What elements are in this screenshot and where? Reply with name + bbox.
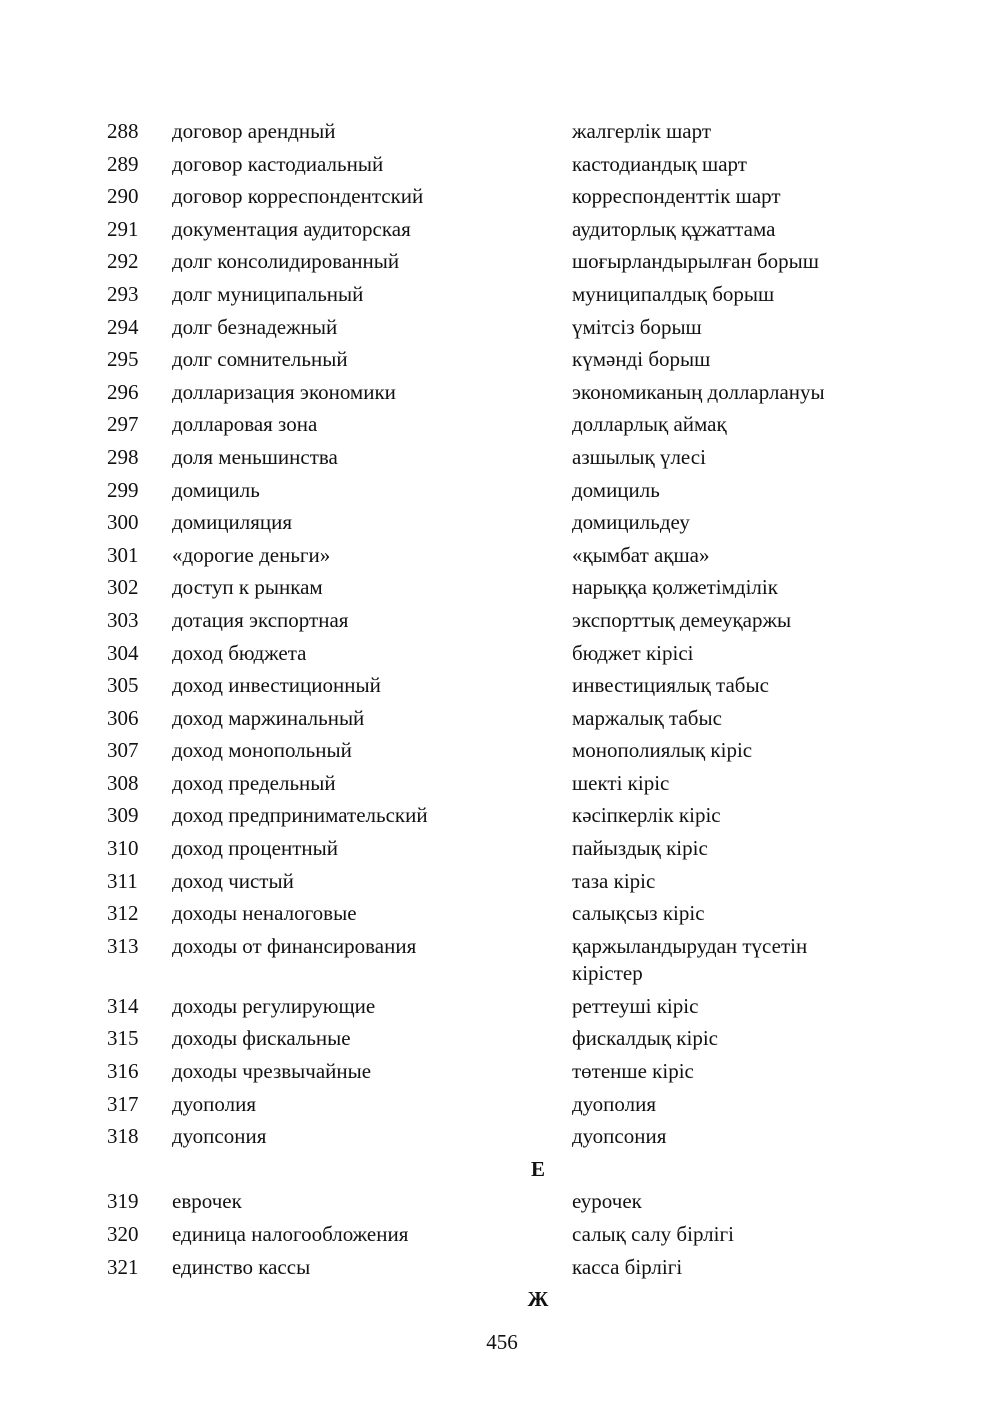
glossary-entry [0, 930, 1004, 990]
kazakh-term: нарыққа қолжетімділік [572, 575, 778, 600]
entry-number: 296 [107, 379, 139, 404]
entry-number: 302 [107, 575, 139, 600]
glossary-entry [0, 213, 1004, 246]
russian-term: доход процентный [172, 836, 338, 861]
glossary-entry [0, 148, 1004, 181]
russian-term: дуополия [172, 1091, 256, 1116]
kazakh-term: касса бірлігі [572, 1254, 683, 1279]
kazakh-term: салық салу бірлігі [572, 1222, 734, 1246]
entry-number: 297 [107, 412, 139, 437]
glossary-entry [0, 571, 1004, 604]
russian-term: доходы чрезвычайные [172, 1059, 372, 1084]
glossary-entry [0, 832, 1004, 865]
glossary-entry [0, 180, 1004, 213]
kazakh-term: жалгерлік шарт [572, 119, 712, 143]
entry-number: 290 [107, 184, 139, 209]
russian-term: домициль [172, 477, 260, 502]
entry-number: 301 [107, 542, 139, 567]
russian-term: дуопсония [172, 1124, 267, 1149]
kazakh-term: инвестициялық табыс [572, 673, 769, 698]
entry-number: 298 [107, 444, 139, 469]
russian-term: договор арендный [172, 119, 336, 143]
russian-term: доход предельный [172, 770, 336, 795]
section-letter-heading: Ж [527, 1287, 549, 1312]
russian-term: единство кассы [172, 1254, 311, 1279]
entry-number: 303 [107, 607, 139, 632]
russian-term: доход чистый [172, 868, 294, 893]
glossary-entry [0, 1022, 1004, 1055]
russian-term: доход инвестиционный [172, 673, 381, 698]
entry-number: 308 [107, 770, 139, 795]
entry-number: 321 [107, 1254, 139, 1279]
kazakh-term: таза кіріс [572, 868, 656, 893]
russian-term: долларизация экономики [172, 379, 396, 404]
entry-number: 305 [107, 673, 139, 698]
kazakh-term: шоғырландырылған борыш [572, 249, 819, 274]
kazakh-term: реттеуші кіріс [572, 993, 699, 1018]
glossary-entry [0, 897, 1004, 930]
kazakh-term: төтенше кіріс [572, 1059, 694, 1084]
russian-term: долларовая зона [172, 412, 318, 437]
russian-term: единица налогообложения [172, 1222, 409, 1246]
kazakh-term: бюджет кірісі [572, 640, 694, 665]
russian-term: доступ к рынкам [172, 575, 323, 600]
kazakh-term: долларлық аймақ [572, 412, 727, 437]
entry-number: 315 [107, 1026, 139, 1051]
kazakh-term: «қымбат ақша» [572, 542, 710, 567]
kazakh-term: салықсыз кіріс [572, 901, 705, 926]
russian-term: доход маржинальный [172, 705, 365, 730]
russian-term: доход монопольный [172, 738, 352, 763]
russian-term: долг сомнительный [172, 347, 348, 372]
entry-number: 310 [107, 836, 139, 861]
russian-term: долг безнадежный [172, 314, 338, 339]
glossary-entry [0, 702, 1004, 735]
kazakh-term: кәсіпкерлік кіріс [572, 803, 721, 828]
glossary-entry [0, 441, 1004, 474]
glossary-entry [0, 865, 1004, 898]
russian-term: еврочек [172, 1189, 242, 1214]
glossary-entry [0, 637, 1004, 670]
russian-term: доход предпринимательский [172, 803, 428, 828]
entry-number: 316 [107, 1059, 139, 1084]
entry-number: 292 [107, 249, 139, 274]
entry-number: 307 [107, 738, 139, 763]
kazakh-term: аудиторлық құжаттама [572, 216, 776, 241]
entry-number: 300 [107, 510, 139, 535]
kazakh-term: үмітсіз борыш [572, 314, 702, 339]
entry-number: 311 [107, 868, 138, 893]
entry-number: 314 [107, 993, 139, 1018]
glossary-entry [0, 1120, 1004, 1153]
entry-number: 299 [107, 477, 139, 502]
russian-term: доходы регулирующие [172, 993, 376, 1018]
russian-term: долг муниципальный [172, 281, 364, 306]
kazakh-term: пайыздық кіріс [572, 836, 708, 861]
kazakh-term: домициль [572, 477, 660, 502]
glossary-entry [0, 506, 1004, 539]
entry-number: 309 [107, 803, 139, 828]
kazakh-term: экспорттық демеуқаржы [572, 607, 792, 632]
kazakh-term: фискалдық кіріс [572, 1026, 718, 1051]
entry-number: 304 [107, 640, 139, 665]
russian-term: доходы фискальные [172, 1026, 351, 1051]
russian-term: долг консолидированный [172, 249, 400, 274]
glossary-table [0, 115, 1004, 1316]
entry-number: 293 [107, 281, 139, 306]
glossary-entry [0, 1218, 1004, 1251]
glossary-entry [0, 734, 1004, 767]
entry-number: 317 [107, 1091, 139, 1116]
entry-number: 295 [107, 347, 139, 372]
russian-term: документация аудиторская [172, 216, 411, 241]
russian-term: дотация экспортная [172, 607, 349, 632]
russian-term: договор кастодиальный [172, 151, 384, 176]
glossary-entry [0, 669, 1004, 702]
entry-number: 288 [107, 119, 139, 143]
entry-number: 318 [107, 1124, 139, 1149]
glossary-entry [0, 1185, 1004, 1218]
glossary-entry [0, 990, 1004, 1023]
glossary-entry [0, 278, 1004, 311]
entry-number: 291 [107, 216, 139, 241]
kazakh-term: монополиялық кіріс [572, 738, 753, 763]
glossary-entry [0, 1055, 1004, 1088]
russian-term: домициляция [172, 510, 293, 535]
entry-number: 294 [107, 314, 139, 339]
glossary-entry [0, 604, 1004, 637]
glossary-entry [0, 376, 1004, 409]
glossary-entry [0, 767, 1004, 800]
glossary-entry [0, 115, 1004, 148]
entry-number: 319 [107, 1189, 139, 1214]
glossary-entry [0, 408, 1004, 441]
kazakh-term: дуополия [572, 1091, 656, 1116]
kazakh-term: маржалық табыс [572, 705, 722, 730]
kazakh-term: муниципалдық борыш [572, 281, 775, 306]
section-letter-heading: Е [530, 1156, 545, 1181]
kazakh-term: азшылық үлесі [572, 444, 706, 469]
kazakh-term: дуопсония [572, 1124, 667, 1149]
glossary-entry [0, 799, 1004, 832]
kazakh-term: домицильдеу [572, 510, 690, 535]
kazakh-term: еурочек [572, 1189, 642, 1214]
russian-term: договор корреспондентский [172, 184, 424, 209]
russian-term: доходы от финансирования [172, 933, 417, 958]
kazakh-term: шекті кіріс [572, 770, 670, 795]
russian-term: доходы неналоговые [172, 901, 357, 926]
russian-term: доход бюджета [172, 640, 307, 665]
entry-number: 289 [107, 151, 139, 176]
page-number: 456 [486, 1330, 518, 1354]
entry-number: 320 [107, 1222, 139, 1246]
glossary-entry [0, 1251, 1004, 1284]
kazakh-term: қаржыландырудан түсетін кірістер [572, 933, 808, 985]
entry-number: 313 [107, 933, 139, 958]
glossary-entry [0, 1088, 1004, 1121]
glossary-entry [0, 539, 1004, 572]
entry-number: 312 [107, 901, 139, 926]
kazakh-term: күмәнді борыш [572, 347, 711, 372]
kazakh-term: экономиканың долларлануы [572, 379, 825, 404]
kazakh-term: корреспонденттік шарт [572, 184, 781, 209]
russian-term: «дорогие деньги» [172, 542, 331, 567]
glossary-entry [0, 311, 1004, 344]
glossary-entry [0, 343, 1004, 376]
entry-number: 306 [107, 705, 139, 730]
russian-term: доля меньшинства [172, 444, 338, 469]
glossary-entry [0, 245, 1004, 278]
kazakh-term: кастодиандық шарт [572, 151, 747, 176]
glossary-entry [0, 474, 1004, 507]
